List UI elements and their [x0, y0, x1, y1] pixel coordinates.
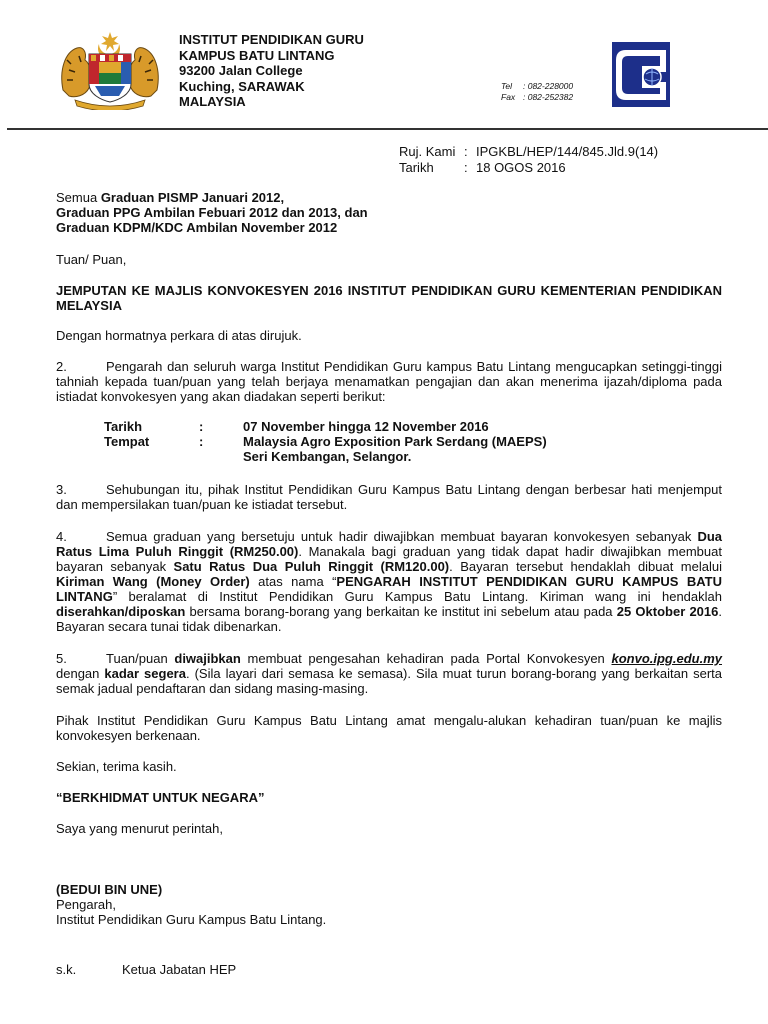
p4-fee-absent: Satu Ratus Dua Puluh Ringgit (RM120.00) [173, 559, 450, 574]
intro-paragraph: Dengan hormatnya perkara di atas dirujuk. [56, 328, 302, 343]
paragraph-3-text: Sehubungan itu, pihak Institut Pendidikan Guru Kampus Batu Lintang dengan berbesar hati menjemput dan mempersilakan tuan/puan ke istiadat tersebut. [56, 482, 722, 512]
event-details [104, 419, 547, 464]
date-colon: : [464, 160, 468, 175]
city-line: Kuching, SARAWAK [179, 78, 305, 94]
header-divider [7, 128, 768, 130]
p4-text-4: atas nama “ [249, 574, 337, 589]
event-venue-label: Tempat [104, 434, 150, 449]
paragraph-number: 5. [56, 651, 67, 666]
signatory-title: Pengarah, [56, 897, 116, 912]
paragraph-number: 4. [56, 529, 67, 544]
signatory-name: (BEDUI BIN UNE) [56, 882, 163, 897]
paragraph-number: 2. [56, 359, 67, 374]
event-venue-city: Seri Kembangan, Selangor. [243, 449, 412, 464]
signature-block [56, 882, 722, 927]
signatory-organisation: Institut Pendidikan Guru Kampus Batu Lintang. [56, 912, 327, 927]
recipient-block [56, 190, 722, 235]
event-date-colon: : [199, 419, 204, 434]
p4-text-1: Semua graduan yang bersetuju untuk hadir diwajibkan membuat bayaran konvokesyen sebanyak [106, 529, 698, 544]
event-venue-value: Malaysia Agro Exposition Park Serdang (MAEPS) [243, 434, 547, 449]
recipient-line-3: Graduan KDPM/KDC Ambilan November 2012 [56, 220, 338, 235]
ref-number: IPGKBL/HEP/144/845.Jld.9(14) [476, 144, 659, 159]
p4-payment-method: Kiriman Wang (Money Order) [56, 574, 250, 589]
tel-label: Tel [501, 81, 513, 91]
p5-text-1: Tuan/puan [106, 651, 175, 666]
address-line: 93200 Jalan College [179, 63, 303, 78]
contact-block [501, 81, 573, 103]
p4-fee-attend: Dua Ratus Lima Puluh Ringgit (RM250.00) [56, 529, 722, 559]
p4-payee: PENGARAH INSTITUT PENDIDIKAN GURU KAMPUS BATU LINTANG [56, 574, 722, 604]
cc-line [56, 962, 236, 977]
portal-link[interactable]: konvo.ipg.edu.my [611, 651, 722, 666]
paragraph-5 [56, 651, 722, 696]
tel-value: : 082-228000 [523, 81, 574, 91]
fax-value: : 082-252382 [523, 92, 574, 102]
ref-label: Ruj. Kami [399, 144, 456, 159]
institution-name: INSTITUT PENDIDIKAN GURU [179, 32, 364, 47]
subject-heading: JEMPUTAN KE MAJLIS KONVOKESYEN 2016 INSTITUT PENDIDIKAN GURU KEMENTERIAN PENDIDIKAN MELAYSIA [56, 283, 722, 313]
paragraph-6: Pihak Institut Pendidikan Guru Kampus Batu Lintang amat mengalu-alukan kehadiran tuan/puan ke majlis konvokesyen berkenaan. [56, 713, 722, 743]
p5-mandatory: diwajibkan [174, 651, 241, 666]
p5-urgency: kadar segera [104, 666, 186, 681]
reference-block [399, 144, 658, 176]
p4-deadline: 25 Oktober 2016 [616, 604, 719, 619]
ipg-logo-icon [612, 42, 670, 107]
letter-date: 18 OGOS 2016 [476, 160, 566, 175]
recipient-prefix: Semua [56, 190, 101, 205]
paragraph-2-text: Pengarah dan seluruh warga Institut Pendidikan Guru kampus Batu Lintang mengucapkan setinggi-tinggi tahniah kepada tuan/puan yang telah berjaya menamatkan pengajian dan akan menerima ijazah/diploma pada istiadat konvokesyen yang akan diadakan seperti berikut: [56, 359, 722, 404]
p4-submit: diserahkan/diposkan [56, 604, 186, 619]
salutation: Tuan/ Puan, [56, 252, 127, 267]
recipient-line-1: Graduan PISMP Januari 2012, [100, 190, 285, 205]
closing-line: Sekian, terima kasih. [56, 759, 177, 774]
p4-text-7: . Bayaran secara tunai tidak dibenarkan. [56, 604, 722, 634]
paragraph-4 [56, 529, 722, 634]
event-date-value: 07 November hingga 12 November 2016 [243, 419, 489, 434]
event-venue-colon: : [199, 434, 204, 449]
event-date-label: Tarikh [104, 419, 143, 434]
p5-text-4: . (Sila layari dari semasa ke semasa). Sila muat turun borang-borang yang berkaitan serta semak jadual pendaftaran dan sidang masing-masing. [56, 666, 722, 696]
country-line: MALAYSIA [179, 94, 246, 109]
fax-label: Fax [501, 92, 516, 102]
p4-text-3: . Bayaran tersebut hendaklah dibuat melalui [449, 559, 722, 574]
institution-address-block [179, 32, 364, 110]
p4-text-6: bersama borang-borang yang berkaitan ke institut ini sebelum atau pada [185, 604, 617, 619]
coat-of-arms-icon [55, 30, 165, 110]
paragraph-3 [56, 482, 722, 512]
campus-name: KAMPUS BATU LINTANG [179, 47, 335, 63]
p4-text-2: . Manakala bagi graduan yang tidak dapat hadir diwajibkan membuat bayaran sebanyak [56, 544, 722, 574]
ref-colon: : [464, 144, 468, 159]
cc-recipient: Ketua Jabatan HEP [122, 962, 237, 977]
paragraph-number: 3. [56, 482, 67, 497]
cc-label: s.k. [56, 962, 77, 977]
p5-text-3: dengan [56, 666, 105, 681]
recipient-line-2: Graduan PPG Ambilan Febuari 2012 dan 2013, dan [56, 205, 368, 220]
p5-text-2: membuat pengesahan kehadiran pada Portal Konvokesyen [240, 651, 612, 666]
date-label: Tarikh [399, 160, 434, 175]
signoff: Saya yang menurut perintah, [56, 821, 223, 836]
paragraph-2 [56, 359, 722, 404]
motto: “BERKHIDMAT UNTUK NEGARA” [56, 790, 265, 805]
p4-text-5: ” beralamat di Institut Pendidikan Guru Kampus Batu Lintang. Kiriman wang ini hendaklah [112, 589, 722, 604]
